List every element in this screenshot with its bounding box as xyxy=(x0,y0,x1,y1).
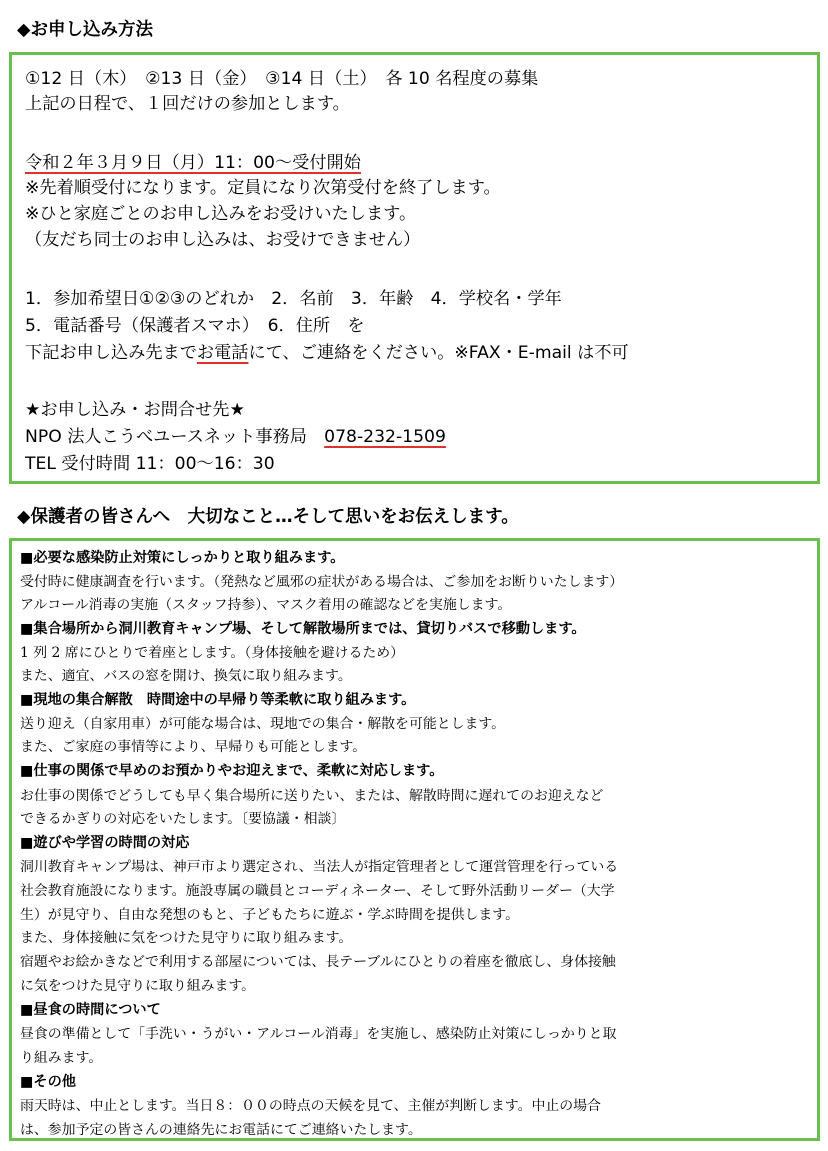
item-heading-local: ■現地の集合解散 時間途中の早帰り等柔軟に取り組みます。 xyxy=(20,692,416,708)
contact-phone: 078-232-1509 xyxy=(324,427,446,447)
text-line: は、参加予定の皆さんの連絡先にお電話にてご連絡いたします。 xyxy=(20,1122,422,1138)
text-line: できるかぎりの対応をいたします。〔要協議・相談〕 xyxy=(20,811,346,827)
start-date-text: 令和２年３月９日（月）11：00～受付開始 xyxy=(25,153,361,173)
text-line: また、ご家庭の事情等により、早帰りも可能とします。 xyxy=(20,739,367,755)
section-heading-application: ◆お申し込み方法 xyxy=(17,20,153,40)
phone-instruction xyxy=(25,341,629,365)
parents-info-box xyxy=(9,538,820,1141)
phone-instruction-post: にて、ご連絡をください。※FAX・E-mail は不可 xyxy=(248,343,629,363)
section-heading-parents: ◆保護者の皆さんへ 大切なこと…そして思いをお伝えします。 xyxy=(17,507,519,527)
phone-instruction-underlined: お電話 xyxy=(196,343,249,363)
text-line: 雨天時は、中止とします。当日８：００の時点の天候を見て、主催が判断します。中止の場合 xyxy=(20,1098,601,1114)
text-line: 生）が見守り、自由な発想のもと、子どもたちに遊ぶ・学ぶ時間を提供します。 xyxy=(20,907,519,923)
contact-org xyxy=(25,425,446,449)
text-line: 1 列 2 席にひとりで着座とします。（身体接触を避けるため） xyxy=(20,645,405,661)
item-heading-other: ■その他 xyxy=(20,1074,76,1090)
notice-first-come: ※先着順受付になります。定員になり次第受付を終了します。 xyxy=(25,178,501,198)
contact-org-name: NPO 法人こうべユースネット事務局 xyxy=(25,427,325,447)
schedule-note: 上記の日程で、１回だけの参加とします。 xyxy=(25,94,350,114)
notice-friends: （友だち同士のお申し込みは、お受けできません） xyxy=(25,230,421,250)
text-line: 洞川教育キャンプ場は、神戸市より選定され、当法人が指定管理者として運営管理を行っている xyxy=(20,859,619,875)
text-line: 送り迎え（自家用車）が可能な場合は、現地での集合・解散を可能とします。 xyxy=(20,716,506,732)
item-heading-infection: ■必要な感染防止対策にしっかりと取り組みます。 xyxy=(20,550,345,566)
text-line: 受付時に健康調査を行います。（発熱など風邪の症状がある場合は、ご参加をお断りいたします） xyxy=(20,574,624,590)
start-date xyxy=(25,151,361,175)
application-box xyxy=(9,52,820,484)
phone-instruction-pre: 下記お申し込み先まで xyxy=(25,343,197,363)
required-items-2: 5．電話番号（保護者スマホ） 6．住所 を xyxy=(25,316,365,336)
required-items-1: 1．参加希望日①②③のどれか 2．名前 3．年齢 4．学校名・学年 xyxy=(25,289,562,309)
text-line: り組みます。 xyxy=(20,1050,103,1066)
text-line: 社会教育施設になります。施設専属の職員とコーディネーター、そして野外活動リーダー（大学 xyxy=(20,883,615,899)
text-line: アルコール消毒の実施（スタッフ持参）、マスク着用の確認などを実施します。 xyxy=(20,597,512,613)
schedule-line: ①12 日（木） ②13 日（金） ③14 日（土） 各 10 名程度の募集 xyxy=(25,69,539,89)
text-line: 昼食の準備として「手洗い・うがい・アルコール消毒」を実施し、感染防止対策にしっかりと取 xyxy=(20,1026,617,1042)
item-heading-work: ■仕事の関係で早めのお預かりやお迎えまで、柔軟に対応します。 xyxy=(20,763,444,779)
item-heading-play: ■遊びや学習の時間の対応 xyxy=(20,835,190,851)
contact-hours: TEL 受付時間 11：00～16：30 xyxy=(25,454,275,474)
notice-per-family: ※ひと家庭ごとのお申し込みをお受けいたします。 xyxy=(25,204,417,224)
item-heading-bus: ■集合場所から洞川教育キャンプ場、そして解散場所までは、貸切りバスで移動します。 xyxy=(20,621,586,637)
contact-title: ★お申し込み・お問合せ先★ xyxy=(25,400,245,420)
text-line: 宿題やお絵かきなどで利用する部屋については、長テーブルにひとりの着座を徹底し、身体接触 xyxy=(20,954,616,970)
text-line: に気をつけた見守りに取り組みます。 xyxy=(20,978,256,994)
item-heading-lunch: ■昼食の時間について xyxy=(20,1002,161,1018)
text-line: また、身体接触に気をつけた見守りに取り組みます。 xyxy=(20,930,353,946)
text-line: また、適宜、バスの窓を開け、換気に取り組みます。 xyxy=(20,668,352,684)
text-line: お仕事の関係でどうしても早く集合場所に送りたい、または、解散時間に遅れてのお迎えなど xyxy=(20,788,604,804)
